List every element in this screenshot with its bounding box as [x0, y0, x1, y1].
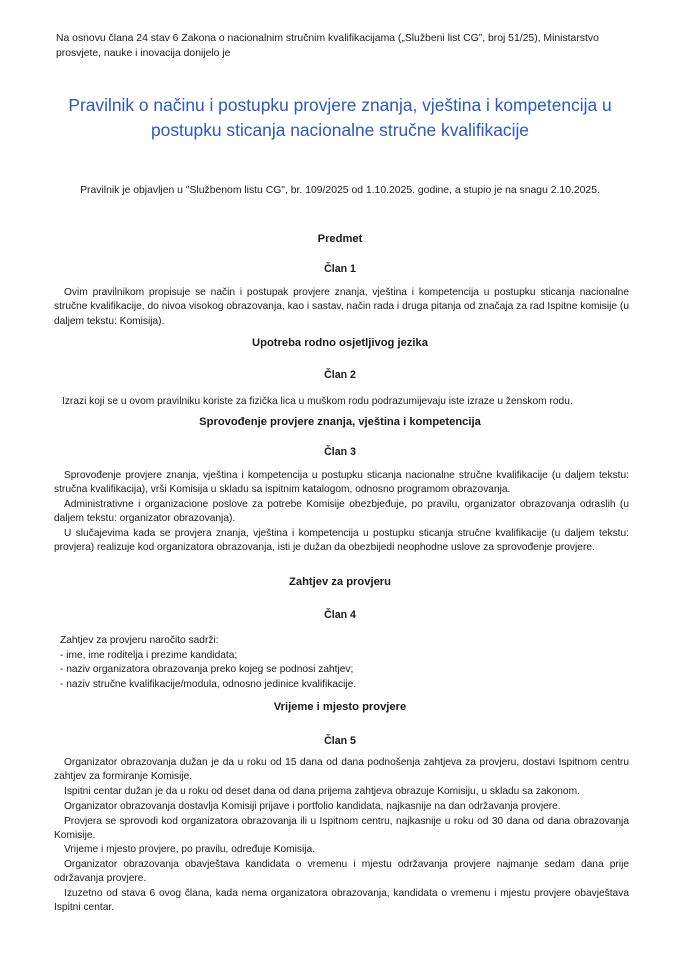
preamble: Na osnovu člana 24 stav 6 Zakona o nacionalnim stručnim kvalifikacijama („Službeni list CG”, broj 51/25), Ministarstvo prosvjete, nauke i inovacija donijelo je: [56, 33, 599, 59]
section-heading-sprovodjenje: Sprovođenje provjere znanja, vještina i kompetencija: [199, 416, 481, 428]
article-1-title: Član 1: [324, 263, 356, 275]
section-heading-rodno: Upotreba rodno osjetljivog jezika: [252, 337, 428, 349]
article-5-title: Član 5: [324, 735, 356, 747]
document-title: Pravilnik o načinu i postupku provjere znanja, vještina i kompetencija u postupku sticanja nacionalne stručne kvalifikacije: [68, 95, 612, 140]
article-5-paragraph-5: Vrijeme i mjesto provjere, po pravilu, određuje Komisija.: [64, 844, 316, 855]
article-3-paragraph-1: Sprovođenje provjere znanja, vještina i kompetencija u postupku sticanja nacionalne stručne kvalifikacije (u daljem tekstu: stručna kvalifikacija), vrši Komisija u skladu sa ispitnim katalogom, odnosno programom obrazovanja.: [54, 470, 629, 496]
article-4-title: Član 4: [324, 609, 356, 621]
section-heading-zahtjev: Zahtjev za provjeru: [289, 576, 391, 588]
article-3-paragraph-2: Administrativne i organizacione poslove za potrebe Komisije obezbjeđuje, po pravilu, organizator obrazovanja odraslih (u daljem tekstu: organizator obrazovanja).: [54, 499, 629, 525]
article-3-paragraph-3: U slučajevima kada se provjera znanja, vještina i kompetencija u postupku sticanja stručne kvalifikacije (u daljem tekstu: provjera) realizuje kod organizatora obrazovanja, isti je dužan da obezbijedi neophodne uslove za sprovođenje provjere.: [54, 528, 629, 554]
article-5-paragraph-2: Ispitni centar dužan je da u roku od deset dana od dana prijema zahtjeva obrazuje Komisiju, u skladu sa zakonom.: [64, 786, 580, 797]
article-1-paragraph: Ovim pravilnikom propisuje se način i postupak provjere znanja, vještina i kompetencija u postupku sticanja nacionalne stručne kvalifikacije, do nivoa visokog obrazovanja, kao i sastav, način rada i druga pitanja od značaja za rad Ispitne komisije (u daljem tekstu: Komisija).: [54, 287, 629, 327]
list-item: - ime, ime roditelja i prezime kandidata;: [60, 649, 238, 661]
article-2-title: Član 2: [324, 369, 356, 381]
article-5-paragraph-6: Organizator obrazovanja obavještava kandidata o vremenu i mjestu održavanja provjere najmanje sedam dana prije održavanja provjere.: [54, 859, 629, 885]
article-5-paragraph-1: Organizator obrazovanja dužan je da u roku od 15 dana od dana podnošenja zahtjeva za provjeru, dostavi Ispitnom centru zahtjev za formiranje Komisije.: [54, 757, 629, 783]
article-4-lead: Zahtjev za provjeru naročito sadrži:: [60, 635, 219, 646]
list-item: - naziv stručne kvalifikacije/modula, odnosno jedinice kvalifikacije.: [60, 678, 357, 690]
article-3-title: Član 3: [324, 446, 356, 458]
article-4-list: [60, 634, 620, 692]
article-5-paragraph-7: Izuzetno od stava 6 ovog člana, kada nema organizatora obrazovanja, kandidata o vremenu i mjestu provjere obavještava Ispitni centar.: [54, 888, 629, 914]
list-item: - naziv organizatora obrazovanja preko kojeg se podnosi zahtjev;: [60, 664, 354, 675]
article-5-paragraph-3: Organizator obrazovanja dostavlja Komisiji prijave i portfolio kandidata, najkasnije na dan održavanja provjere.: [64, 801, 561, 812]
article-2-paragraph: Izrazi koji se u ovom pravilniku koriste za fizička lica u muškom rodu podrazumijevaju iste izraze u ženskom rodu.: [62, 396, 573, 407]
article-5-paragraph-4: Provjera se sprovodi kod organizatora obrazovanja ili u Ispitnom centru, najkasnije u roku od 30 dana od dana obrazovanja Komisije.: [54, 816, 629, 842]
publication-note: Pravilnik je objavljen u "Službenom listu CG", br. 109/2025 od 1.10.2025. godine, a stupio je na snagu 2.10.2025.: [80, 185, 600, 196]
section-heading-vrijeme: Vrijeme i mjesto provjere: [273, 701, 407, 713]
section-heading-predmet: Predmet: [317, 233, 363, 245]
